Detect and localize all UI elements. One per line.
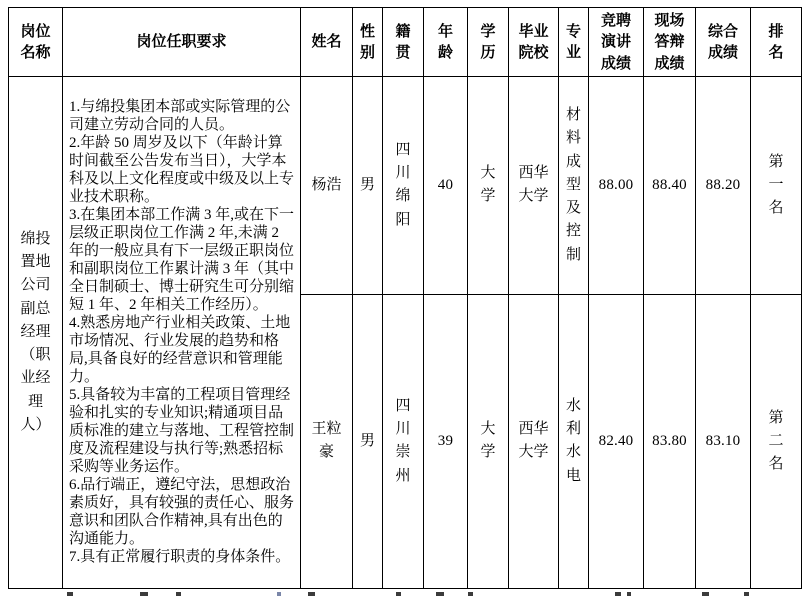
- candidate-name-cell: [301, 294, 353, 588]
- clipped-next-row-text: [0, 591, 805, 597]
- overall-score-cell: [696, 294, 751, 588]
- candidate-name-cell: [301, 76, 353, 294]
- candidate-native-place: 四川绵阳: [395, 141, 411, 228]
- candidate-name: 王粒豪: [311, 421, 342, 461]
- col-header-defense-score-label: 现场答辩成绩: [654, 12, 685, 72]
- candidate-gender: 男: [360, 432, 376, 449]
- col-header-school-label: 毕业院校: [518, 22, 549, 61]
- defense-score: 88.40: [652, 176, 687, 193]
- col-header-requirements-label: 岗位任职要求: [136, 33, 227, 51]
- clipped-text-fragment: [744, 592, 749, 596]
- candidate-age: 40: [437, 176, 454, 193]
- candidate-major-cell: [559, 76, 589, 294]
- col-header-name: [301, 8, 353, 77]
- requirement-item: 2.年龄 50 周岁及以下（年龄计算时间截至公告发布当日），大学本科及以上文化程度或中级及以上专业技术职称。: [69, 135, 295, 206]
- candidate-native-place: 四川崇州: [395, 397, 411, 484]
- clipped-text-fragment: [436, 592, 444, 596]
- clipped-text-fragment: [702, 592, 709, 596]
- defense-score-cell: [644, 76, 696, 294]
- requirement-item: 1.与绵投集团本部或实际管理的公司建立劳动合同的人员。: [69, 99, 291, 134]
- overall-score-cell: [696, 76, 751, 294]
- clipped-text-fragment: [615, 592, 621, 596]
- rank-text: 第一名: [768, 153, 784, 217]
- rank-text: 第二名: [768, 409, 784, 473]
- clipped-text-fragment: [277, 592, 281, 596]
- rank-cell: [751, 76, 802, 294]
- candidate-education: 大学: [480, 165, 496, 205]
- candidate-gender-cell: [353, 76, 383, 294]
- candidate-school: 西华大学: [518, 165, 549, 205]
- col-header-speech-score: [589, 8, 644, 77]
- col-header-overall-score-label: 综合成绩: [708, 22, 739, 61]
- col-header-education-label: 学历: [480, 22, 496, 61]
- clipped-text-fragment: [67, 592, 73, 596]
- col-header-overall-score: [696, 8, 751, 77]
- speech-score: 82.40: [598, 432, 634, 449]
- candidate-name: 杨浩: [311, 176, 342, 193]
- candidate-age-cell: [424, 294, 468, 588]
- requirement-item: 6.品行端正，遵纪守法，思想政治素质好，具有较强的责任心、服务意识和团队合作精神,具有出色的沟通能力。: [69, 477, 295, 548]
- clipped-text-fragment: [627, 592, 631, 596]
- clipped-text-fragment: [176, 592, 181, 596]
- defense-score-cell: [644, 294, 696, 588]
- col-header-requirements: [63, 8, 301, 77]
- candidate-major-cell: [559, 294, 589, 588]
- requirement-item: 7.具有正常履行职责的身体条件。: [69, 549, 291, 566]
- requirements-cell: [63, 76, 301, 588]
- candidate-native-place-cell: [383, 76, 424, 294]
- col-header-name-label: 姓名: [311, 33, 342, 51]
- col-header-major-label: 专业: [566, 22, 582, 61]
- clipped-text-fragment: [468, 592, 473, 596]
- candidate-school: 西华大学: [518, 421, 549, 461]
- candidate-row-1: [9, 76, 802, 294]
- candidate-education-cell: [468, 76, 509, 294]
- candidate-gender: 男: [360, 176, 376, 193]
- col-header-rank: [751, 8, 802, 77]
- clipped-text-fragment: [308, 592, 315, 596]
- candidate-native-place-cell: [383, 294, 424, 588]
- position-name-text: 绵投置地公司副总经理（职业经理人）: [20, 230, 51, 433]
- col-header-age: [424, 8, 468, 77]
- candidate-education-cell: [468, 294, 509, 588]
- col-header-native-place-label: 籍贯: [395, 22, 411, 61]
- header-row: [9, 8, 802, 77]
- col-header-rank-label: 排名: [768, 22, 784, 61]
- col-header-gender: [353, 8, 383, 77]
- defense-score: 83.80: [652, 432, 687, 449]
- speech-score: 88.00: [598, 176, 634, 193]
- candidate-major: 材料成型及控制: [566, 107, 582, 263]
- candidate-major: 水利水电: [566, 397, 582, 484]
- col-header-school: [509, 8, 559, 77]
- overall-score: 83.10: [705, 432, 741, 449]
- clipped-text-fragment: [396, 592, 401, 596]
- clipped-text-fragment: [140, 592, 148, 596]
- candidate-age: 39: [437, 432, 454, 449]
- col-header-speech-score-label: 竞聘演讲成绩: [601, 12, 632, 72]
- col-header-position-name: [9, 8, 63, 77]
- candidate-results-table: [8, 7, 802, 589]
- col-header-major: [559, 8, 589, 77]
- candidate-education: 大学: [480, 421, 496, 461]
- speech-score-cell: [589, 294, 644, 588]
- requirement-item: 5.具备较为丰富的工程项目管理经验和扎实的专业知识;精通项目品质标准的建立与落地、工程管控制度及流程建设与执行等;熟悉招标采购等业务运作。: [69, 387, 295, 476]
- candidate-age-cell: [424, 76, 468, 294]
- speech-score-cell: [589, 76, 644, 294]
- col-header-age-label: 年龄: [438, 22, 454, 61]
- requirement-item: 4.熟悉房地产行业相关政策、土地市场情况、行业发展的趋势和格局,具备良好的经营意识和管理能力。: [69, 315, 291, 386]
- col-header-native-place: [383, 8, 424, 77]
- requirement-item: 3.在集团本部工作满 3 年,或在下一层级正职岗位工作满 2 年,未满 2 年的一般应具有下一层级正职岗位和副职岗位工作累计满 3 年（其中全日制硕士、博士研究生可分别缩短 1 年、2 年相关工作经历）。: [69, 207, 295, 314]
- rank-cell: [751, 294, 802, 588]
- col-header-education: [468, 8, 509, 77]
- col-header-gender-label: 性别: [360, 22, 376, 61]
- col-header-position-name-label: 岗位名称: [20, 22, 51, 61]
- overall-score: 88.20: [705, 176, 741, 193]
- candidate-gender-cell: [353, 294, 383, 588]
- candidate-school-cell: [509, 76, 559, 294]
- col-header-defense-score: [644, 8, 696, 77]
- candidate-school-cell: [509, 294, 559, 588]
- position-name-cell: [9, 76, 63, 588]
